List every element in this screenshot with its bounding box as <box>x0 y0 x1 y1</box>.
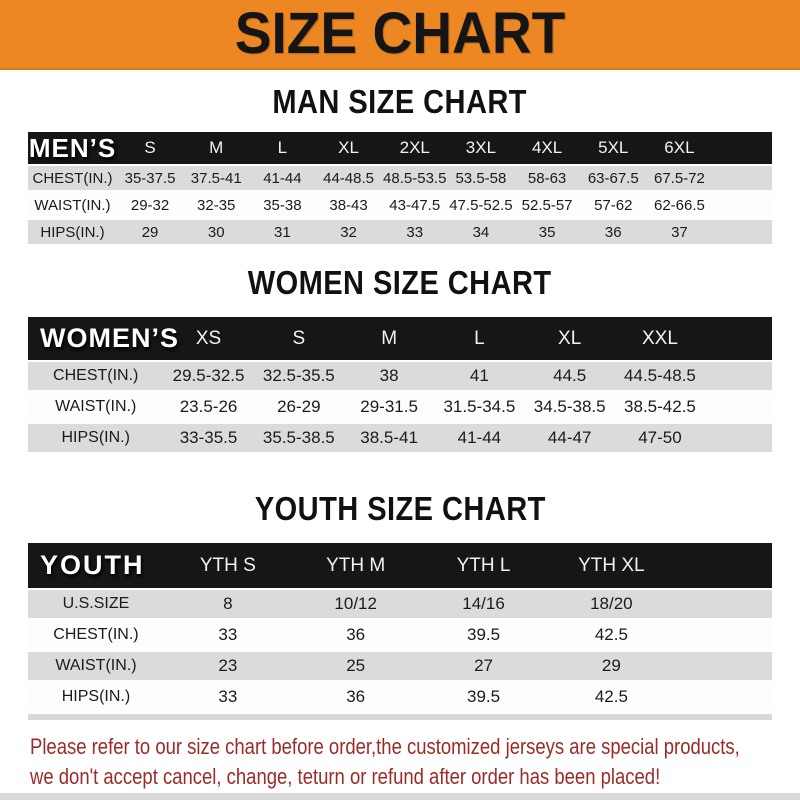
row-label: HIPS(IN.) <box>61 688 131 705</box>
youth-size-table <box>28 543 772 720</box>
table-corner-label: MEN’S <box>28 132 117 163</box>
row-label: HIPS(IN.) <box>40 223 105 241</box>
table-header-row <box>28 543 772 588</box>
table-row <box>28 590 772 621</box>
table-corner-label: WOMEN’S <box>40 323 179 353</box>
value-cell: 44.5-48.5 <box>624 366 696 385</box>
table-row <box>28 220 772 247</box>
table-header-row <box>28 132 772 164</box>
value-cell: 41-44 <box>263 169 302 187</box>
value-cell: 32.5-35.5 <box>262 366 335 385</box>
value-cell: 47-50 <box>638 428 682 447</box>
column-header-cell: S <box>292 327 306 349</box>
value-cell: 44-48.5 <box>323 169 374 187</box>
column-header-cell: XL <box>558 327 582 349</box>
column-header-cell: 5XL <box>598 138 629 157</box>
value-cell: 33 <box>406 223 424 241</box>
value-cell: 39.5 <box>466 687 501 706</box>
row-label: WAIST(IN.) <box>34 196 111 214</box>
value-cell: 35-37.5 <box>124 169 176 187</box>
value-cell: 62-66.5 <box>653 196 705 214</box>
youth-size-chart-heading-text: YOUTH SIZE CHART <box>254 490 546 527</box>
women-size-chart-heading <box>0 265 800 301</box>
value-cell: 58-63 <box>527 169 567 187</box>
column-header-cell: XXL <box>641 327 678 349</box>
column-header-cell: 4XL <box>531 138 563 157</box>
women-size-table <box>28 317 772 455</box>
value-cell: 30 <box>207 223 225 241</box>
value-cell: 14/16 <box>462 594 505 613</box>
value-cell: 47.5-52.5 <box>449 196 513 214</box>
value-cell: 48.5-53.5 <box>383 169 447 187</box>
value-cell: 29 <box>141 223 159 241</box>
value-cell: 23.5-26 <box>179 397 238 416</box>
value-cell: 63-67.5 <box>587 169 639 187</box>
column-header-cell: YTH XL <box>578 554 645 576</box>
table-corner-label: YOUTH <box>40 550 145 580</box>
value-cell: 52.5-57 <box>521 196 573 214</box>
row-label: WAIST(IN.) <box>55 398 137 415</box>
value-cell: 42.5 <box>594 687 628 706</box>
column-header-cell: 6XL <box>664 138 695 157</box>
value-cell: 10/12 <box>334 594 377 613</box>
man-size-chart-heading-text: MAN SIZE CHART <box>272 83 528 120</box>
table-header-row <box>28 317 772 360</box>
row-label: CHEST(IN.) <box>32 169 113 187</box>
value-cell: 44.5 <box>553 366 587 385</box>
value-cell: 8 <box>223 594 233 613</box>
column-header-cell: XL <box>338 138 359 157</box>
table-row <box>28 193 772 220</box>
order-notice <box>30 732 800 792</box>
column-header-cell: L <box>474 327 485 349</box>
value-cell: 36 <box>346 687 366 706</box>
value-cell: 38-43 <box>329 196 368 214</box>
column-header-cell: S <box>144 138 156 157</box>
value-cell: 32 <box>340 223 357 241</box>
value-cell: 35-38 <box>263 196 302 214</box>
table-row <box>28 362 772 393</box>
table-row <box>28 683 772 714</box>
column-header-cell: YTH S <box>199 554 256 576</box>
column-header-cell: M <box>381 327 398 349</box>
column-header-cell: YTH L <box>456 554 511 576</box>
value-cell: 27 <box>474 656 493 675</box>
value-cell: 29.5-32.5 <box>172 366 245 385</box>
value-cell: 38.5-41 <box>360 428 418 447</box>
table-row <box>28 393 772 424</box>
value-cell: 29-31.5 <box>360 397 418 416</box>
order-notice-line-1: Please refer to our size chart before order,the customized jerseys are special products, <box>30 734 740 759</box>
column-header-cell: L <box>277 138 288 157</box>
women-section <box>0 265 800 455</box>
column-header-cell: 3XL <box>465 138 497 157</box>
men-section <box>0 84 800 247</box>
value-cell: 53.5-58 <box>455 169 507 187</box>
value-cell: 41 <box>469 366 489 385</box>
value-cell: 18/20 <box>590 594 633 613</box>
row-label: CHEST(IN.) <box>53 626 139 643</box>
value-cell: 67.5-72 <box>653 169 705 187</box>
value-cell: 26-29 <box>277 397 321 416</box>
value-cell: 37 <box>671 223 688 241</box>
table-row <box>28 621 772 652</box>
row-label: WAIST(IN.) <box>55 657 137 674</box>
row-label: CHEST(IN.) <box>53 367 139 384</box>
value-cell: 25 <box>346 656 366 675</box>
column-header-cell: 2XL <box>399 138 430 157</box>
women-size-chart-heading-text: WOMEN SIZE CHART <box>248 264 552 301</box>
value-cell: 34 <box>472 223 490 241</box>
value-cell: 36 <box>346 625 366 644</box>
column-header-cell: M <box>209 138 224 157</box>
man-size-chart-heading <box>0 84 800 120</box>
value-cell: 36 <box>604 223 622 241</box>
value-cell: 29-32 <box>130 196 170 214</box>
banner-title: SIZE CHART <box>234 1 566 66</box>
men-size-table <box>28 132 772 247</box>
column-header-cell: YTH M <box>326 554 386 576</box>
value-cell: 43-47.5 <box>389 196 441 214</box>
value-cell: 35.5-38.5 <box>262 428 335 447</box>
youth-section <box>0 491 800 720</box>
value-cell: 32-35 <box>197 196 236 214</box>
value-cell: 31.5-34.5 <box>443 397 516 416</box>
row-label: HIPS(IN.) <box>61 429 130 446</box>
size-chart-banner <box>0 0 800 70</box>
value-cell: 34.5-38.5 <box>533 397 606 416</box>
bottom-divider <box>0 793 800 800</box>
order-notice-line-2: we don't accept cancel, change, teturn or refund after order has been placed! <box>30 764 661 789</box>
value-cell: 38.5-42.5 <box>624 397 696 416</box>
value-cell: 41-44 <box>457 428 502 447</box>
value-cell: 42.5 <box>594 625 628 644</box>
value-cell: 39.5 <box>466 625 501 644</box>
value-cell: 33-35.5 <box>179 428 238 447</box>
value-cell: 29 <box>601 656 621 675</box>
value-cell: 57-62 <box>594 196 633 214</box>
table-row <box>28 166 772 193</box>
value-cell: 35 <box>538 223 556 241</box>
value-cell: 33 <box>218 625 238 644</box>
row-label: U.S.SIZE <box>62 595 130 612</box>
value-cell: 38 <box>379 366 399 385</box>
value-cell: 23 <box>218 656 238 675</box>
youth-size-chart-heading <box>0 491 800 527</box>
table-row <box>28 424 772 455</box>
value-cell: 31 <box>274 223 291 241</box>
table-row <box>28 652 772 683</box>
value-cell: 37.5-41 <box>190 169 242 187</box>
column-header-cell: XS <box>195 327 222 349</box>
value-cell: 33 <box>218 687 238 706</box>
value-cell: 44-47 <box>547 428 592 447</box>
